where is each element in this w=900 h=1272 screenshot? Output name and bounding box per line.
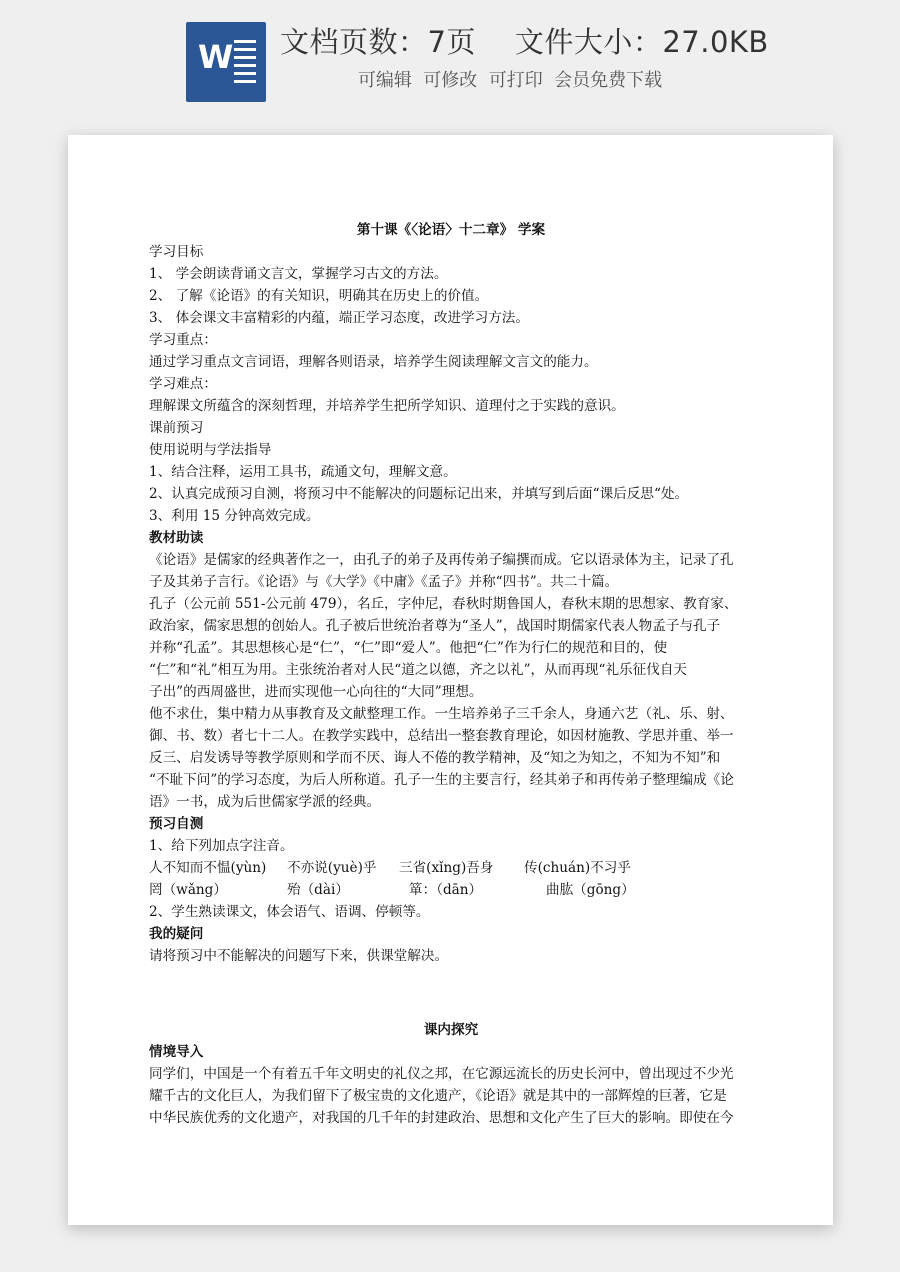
focus-text: 通过学习重点文言词语，理解各则语录，培养学生阅读理解文言文的能力。 [149,354,598,370]
intro-line: 耀千古的文化巨人，为我们留下了极宝贵的文化遗产，《论语》就是其中的一部辉煌的巨著，它是 [149,1088,727,1104]
intro-line: 中华民族优秀的文化遗产，对我国的几千年的封建政治、思想和文化产生了巨大的影响。即使在今 [149,1110,734,1126]
word-icon-letter: W [198,38,234,76]
doubt-heading: 我的疑问 [149,926,204,942]
pinyin-item: 三省(xǐng)吾身 [399,860,494,876]
material-heading: 教材助读 [149,530,204,546]
goals-heading: 学习目标 [149,244,204,260]
material-line: 并称“孔孟”。其思想核心是“仁”，“仁”即“爱人”。他把“仁”作为行仁的规范和目的，使 [149,640,668,656]
banner-subtitle: 可编辑 可修改 可打印 会员免费下载 [357,70,663,91]
material-line: 政治家，儒家思想的创始人。孔子被后世统治者尊为“圣人”，战国时期儒家代表人物孟子与孔子 [149,618,721,634]
guide-item: 2、认真完成预习自测，将预习中不能解决的问题标记出来，并填写到后面“课后反思“处。 [149,486,689,502]
material-line: “仁”和“礼”相互为用。主张统治者对人民“道之以德，齐之以礼”，从而再现“礼乐征伐自天 [149,662,688,678]
doc-title: 第十课《〈论语〉十二章》 学案 [356,222,546,238]
pinyin-row [149,857,753,879]
material-line: “不耻下问”的学习态度，为后人所称道。孔子一生的主要言行，经其弟子和再传弟子整理编成《论 [149,772,734,788]
material-line: 反三、启发诱导等教学原则和学而不厌、诲人不倦的教学精神，及“知之为知之，不知为不知”和 [149,750,721,766]
focus-heading: 学习重点： [149,332,217,348]
goal-item: 1、 学会朗读背诵文言文，掌握学习古文的方法。 [149,266,448,282]
difficulty-text: 理解课文所蕴含的深刻哲理，并培养学生把所学知识、道理付之于实践的意识。 [149,398,625,414]
material-line: 子及其弟子言行。《论语》与《大学》《中庸》《孟子》并称“四书”。共二十篇。 [149,574,619,590]
goal-item: 2、 了解《论语》的有关知识，明确其在历史上的价值。 [149,288,489,304]
guide-heading: 使用说明与学法指导 [149,442,272,458]
pinyin-item: 箪：（dān） [409,882,483,898]
pinyin-item: 不亦说(yuè)乎 [287,860,377,876]
selftest-heading: 预习自测 [149,816,204,832]
material-line: 《论语》是儒家的经典著作之一，由孔子的弟子及再传弟子编撰而成。它以语录体为主，记录了孔 [149,552,734,568]
selftest-question: 2、学生熟读课文，体会语气、语调、停顿等。 [149,904,430,920]
pinyin-item: 人不知而不愠(yùn) [149,860,267,876]
guide-item: 3、利用 15 分钟高效完成。 [149,508,320,524]
pinyin-item: 传(chuán)不习乎 [524,860,631,876]
word-icon-lines [234,40,256,88]
goal-item: 3、 体会课文丰富精彩的内蕴，端正学习态度，改进学习方法。 [149,310,529,326]
pinyin-item: 殆（dài） [287,882,349,898]
intro-line: 同学们，中国是一个有着五千年文明史的礼仪之邦，在它源远流长的历史长河中，曾出现过不少光 [149,1066,734,1082]
pinyin-item: 罔（wǎng） [149,882,227,898]
banner-title: 文档页数：7页 文件大小：27.0KB [280,25,769,59]
preview-heading: 课前预习 [149,420,204,436]
guide-item: 1、结合注释，运用工具书，疏通文句，理解文意。 [149,464,457,480]
word-doc-icon [186,22,266,102]
difficulty-heading: 学习难点： [149,376,217,392]
pinyin-item: 曲肱（gōng） [546,882,635,898]
document-page [68,135,833,1225]
doubt-text: 请将预习中不能解决的问题写下来，供课堂解决。 [149,948,449,964]
intro-heading: 情境导入 [149,1044,204,1060]
material-line: 子出”的西周盛世，进而实现他一心向往的“大同”理想。 [149,684,483,700]
material-line: 御、书、数）者七十二人。在教学实践中，总结出一整套教育理论，如因材施教、学思并重、举一 [149,728,734,744]
inclass-heading: 课内探究 [423,1022,479,1038]
download-banner [0,0,900,120]
material-line: 孔子（公元前 551-公元前 479），名丘，字仲尼，春秋时期鲁国人，春秋末期的思想家、教育家、 [149,596,738,612]
selftest-question: 1、给下列加点字注音。 [149,838,294,854]
material-line: 语》一书，成为后世儒家学派的经典。 [149,794,381,810]
material-line: 他不求仕，集中精力从事教育及文献整理工作。一生培养弟子三千余人，身通六艺（礼、乐、射、 [149,706,734,722]
pinyin-row [149,879,753,901]
document-content [149,219,753,1129]
